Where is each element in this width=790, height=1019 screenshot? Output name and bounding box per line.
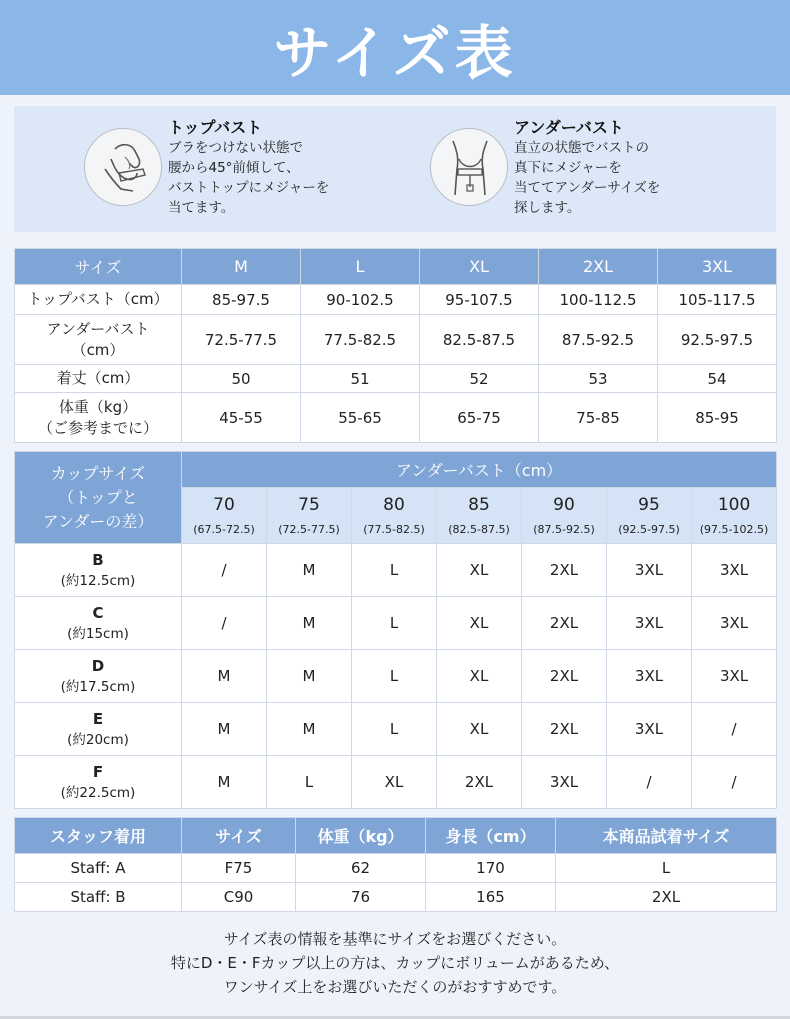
- cup-difference: (約20cm): [67, 732, 129, 748]
- staff-table-header-row: [15, 818, 777, 854]
- band-header: [352, 488, 437, 544]
- note-line: 特にD・E・Fカップ以上の方は、カップにボリュームがあるため、: [170, 954, 620, 972]
- under-bust-header: アンダーバスト（cm）: [182, 452, 777, 488]
- measurement-guide: [14, 106, 776, 232]
- table-cell: /: [692, 703, 777, 756]
- description-line: 当ててアンダーサイズを: [514, 180, 661, 196]
- cup-label: [15, 544, 182, 597]
- cup-letter: D: [91, 657, 105, 675]
- band-range: (87.5-92.5): [533, 522, 595, 536]
- note-line: ワンサイズ上をお選びいただくのがおすすめです。: [223, 978, 567, 996]
- table-cell: 45-55: [182, 393, 301, 443]
- table-cell: F75: [182, 854, 296, 883]
- table-cell: M: [267, 544, 352, 597]
- table-cell: 3XL: [692, 544, 777, 597]
- staff-header: 身長（cm）: [426, 818, 556, 854]
- table-cell: 85-97.5: [182, 285, 301, 315]
- table-cell: Staff: A: [15, 854, 182, 883]
- size-header: 2XL: [539, 249, 658, 285]
- band-number: 90: [553, 494, 575, 515]
- table-cell: L: [352, 650, 437, 703]
- band-header: [607, 488, 692, 544]
- table-cell: 92.5-97.5: [658, 315, 777, 365]
- staff-table: [14, 817, 777, 912]
- size-table-header-row: [15, 249, 777, 285]
- table-cell: 3XL: [692, 650, 777, 703]
- cup-label: [15, 597, 182, 650]
- corner-line: アンダーの差）: [42, 511, 154, 531]
- table-cell: L: [556, 854, 777, 883]
- band-range: (97.5-102.5): [699, 522, 769, 536]
- under-bust-description: [514, 138, 660, 218]
- table-cell: Staff: B: [15, 883, 182, 912]
- staff-header: 体重（kg）: [296, 818, 426, 854]
- corner-line: カップサイズ: [50, 463, 146, 483]
- table-row: [15, 285, 777, 315]
- table-row: [15, 315, 777, 365]
- table-cell: 53: [539, 365, 658, 393]
- table-row: [15, 650, 777, 703]
- top-bust-description: [168, 138, 329, 218]
- size-header: XL: [420, 249, 539, 285]
- table-row: [15, 393, 777, 443]
- table-cell: 3XL: [607, 597, 692, 650]
- cup-difference: (約17.5cm): [60, 679, 136, 695]
- cup-difference: (約22.5cm): [60, 785, 136, 801]
- cup-letter: F: [92, 763, 104, 781]
- band-range: (82.5-87.5): [448, 522, 510, 536]
- table-cell: 50: [182, 365, 301, 393]
- size-table: [14, 248, 777, 443]
- band-range: (67.5-72.5): [193, 522, 255, 536]
- row-label-line: トップバスト（cm）: [27, 290, 169, 308]
- table-row: [15, 597, 777, 650]
- description-line: ブラをつけない状態で: [168, 140, 303, 156]
- cup-letter: C: [92, 604, 104, 622]
- staff-header: スタッフ着用: [15, 818, 182, 854]
- band-range: (77.5-82.5): [363, 522, 425, 536]
- table-cell: L: [352, 703, 437, 756]
- table-cell: 82.5-87.5: [420, 315, 539, 365]
- row-label-line: 着丈（cm）: [56, 369, 140, 387]
- table-cell: XL: [437, 703, 522, 756]
- cup-difference: (約15cm): [67, 626, 129, 642]
- cup-difference: (約12.5cm): [60, 573, 136, 589]
- description-line: 当てます。: [168, 200, 235, 216]
- table-cell: 65-75: [420, 393, 539, 443]
- table-cell: 3XL: [692, 597, 777, 650]
- table-cell: 165: [426, 883, 556, 912]
- cup-label: [15, 703, 182, 756]
- table-cell: 54: [658, 365, 777, 393]
- cup-letter: B: [92, 551, 104, 569]
- description-line: 真下にメジャーを: [514, 160, 622, 176]
- table-cell: M: [182, 703, 267, 756]
- cup-table-corner: [15, 452, 182, 544]
- under-bust-measure-icon: [430, 128, 508, 206]
- band-header: [692, 488, 777, 544]
- table-cell: 2XL: [522, 650, 607, 703]
- row-label-line: 体重（kg）: [58, 397, 138, 416]
- corner-line: （トップと: [58, 487, 138, 507]
- band-header: [522, 488, 607, 544]
- row-label: [15, 365, 182, 393]
- description-line: 腰から45°前傾して、: [168, 160, 300, 176]
- table-cell: XL: [437, 544, 522, 597]
- description-line: 探します。: [514, 200, 581, 216]
- band-range: (72.5-77.5): [278, 522, 340, 536]
- row-label-line: （ご参考までに）: [37, 418, 158, 437]
- table-cell: 90-102.5: [301, 285, 420, 315]
- band-header: [267, 488, 352, 544]
- top-bust-guide: [84, 118, 329, 218]
- table-cell: 87.5-92.5: [539, 315, 658, 365]
- page-title: サイズ表: [273, 18, 517, 87]
- table-cell: 76: [296, 883, 426, 912]
- table-cell: 77.5-82.5: [301, 315, 420, 365]
- table-row: [15, 544, 777, 597]
- cup-letter: E: [92, 710, 104, 728]
- table-cell: 3XL: [522, 756, 607, 809]
- table-cell: 95-107.5: [420, 285, 539, 315]
- size-header: L: [301, 249, 420, 285]
- band-number: 100: [717, 494, 751, 515]
- under-bust-text: [514, 118, 660, 218]
- table-cell: 170: [426, 854, 556, 883]
- band-number: 75: [298, 494, 320, 515]
- table-cell: 2XL: [522, 544, 607, 597]
- table-cell: C90: [182, 883, 296, 912]
- table-cell: 72.5-77.5: [182, 315, 301, 365]
- table-cell: 2XL: [522, 703, 607, 756]
- table-cell: L: [267, 756, 352, 809]
- row-label-line: （cm）: [71, 340, 125, 359]
- cup-label: [15, 650, 182, 703]
- band-number: 95: [638, 494, 660, 515]
- under-bust-title: アンダーバスト: [514, 118, 624, 137]
- description-line: 直立の状態でバストの: [514, 140, 649, 156]
- under-bust-guide: [430, 118, 660, 218]
- table-cell: /: [182, 597, 267, 650]
- row-label: [15, 285, 182, 315]
- table-cell: 3XL: [607, 650, 692, 703]
- table-cell: M: [182, 650, 267, 703]
- table-cell: 75-85: [539, 393, 658, 443]
- table-cell: 55-65: [301, 393, 420, 443]
- band-number: 80: [383, 494, 405, 515]
- table-cell: /: [182, 544, 267, 597]
- table-row: [15, 854, 777, 883]
- table-cell: L: [352, 544, 437, 597]
- top-bust-text: [168, 118, 329, 218]
- table-cell: M: [267, 703, 352, 756]
- table-row: [15, 365, 777, 393]
- band-header: [437, 488, 522, 544]
- table-cell: 51: [301, 365, 420, 393]
- table-cell: 3XL: [607, 703, 692, 756]
- band-number: 70: [213, 494, 235, 515]
- row-label-line: アンダーバスト: [46, 319, 150, 338]
- table-cell: 62: [296, 854, 426, 883]
- table-cell: 2XL: [556, 883, 777, 912]
- cup-table-header-row: [15, 452, 777, 488]
- table-cell: L: [352, 597, 437, 650]
- band-range: (92.5-97.5): [618, 522, 680, 536]
- table-cell: 52: [420, 365, 539, 393]
- cup-label: [15, 756, 182, 809]
- top-bust-measure-icon: [84, 128, 162, 206]
- table-cell: 105-117.5: [658, 285, 777, 315]
- table-cell: XL: [352, 756, 437, 809]
- table-row: [15, 883, 777, 912]
- band-header: [182, 488, 267, 544]
- table-cell: 100-112.5: [539, 285, 658, 315]
- table-row: [15, 703, 777, 756]
- note-line: サイズ表の情報を基準にサイズをお選びください。: [223, 930, 567, 948]
- size-selection-note: [0, 927, 790, 999]
- table-cell: M: [267, 650, 352, 703]
- table-cell: 2XL: [522, 597, 607, 650]
- size-table-corner: サイズ: [15, 249, 182, 285]
- table-cell: /: [607, 756, 692, 809]
- cup-size-table: [14, 451, 777, 809]
- description-line: バストトップにメジャーを: [168, 180, 330, 196]
- table-cell: 3XL: [607, 544, 692, 597]
- row-label: [15, 315, 182, 365]
- row-label: [15, 393, 182, 443]
- table-cell: /: [692, 756, 777, 809]
- staff-header: サイズ: [182, 818, 296, 854]
- band-number: 85: [468, 494, 490, 515]
- staff-header: 本商品試着サイズ: [556, 818, 777, 854]
- table-row: [15, 756, 777, 809]
- size-header: M: [182, 249, 301, 285]
- table-cell: XL: [437, 650, 522, 703]
- top-bust-title: トップバスト: [168, 118, 263, 137]
- size-header: 3XL: [658, 249, 777, 285]
- table-cell: M: [182, 756, 267, 809]
- page-header: [0, 0, 790, 95]
- table-cell: 2XL: [437, 756, 522, 809]
- table-cell: 85-95: [658, 393, 777, 443]
- table-cell: M: [267, 597, 352, 650]
- table-cell: XL: [437, 597, 522, 650]
